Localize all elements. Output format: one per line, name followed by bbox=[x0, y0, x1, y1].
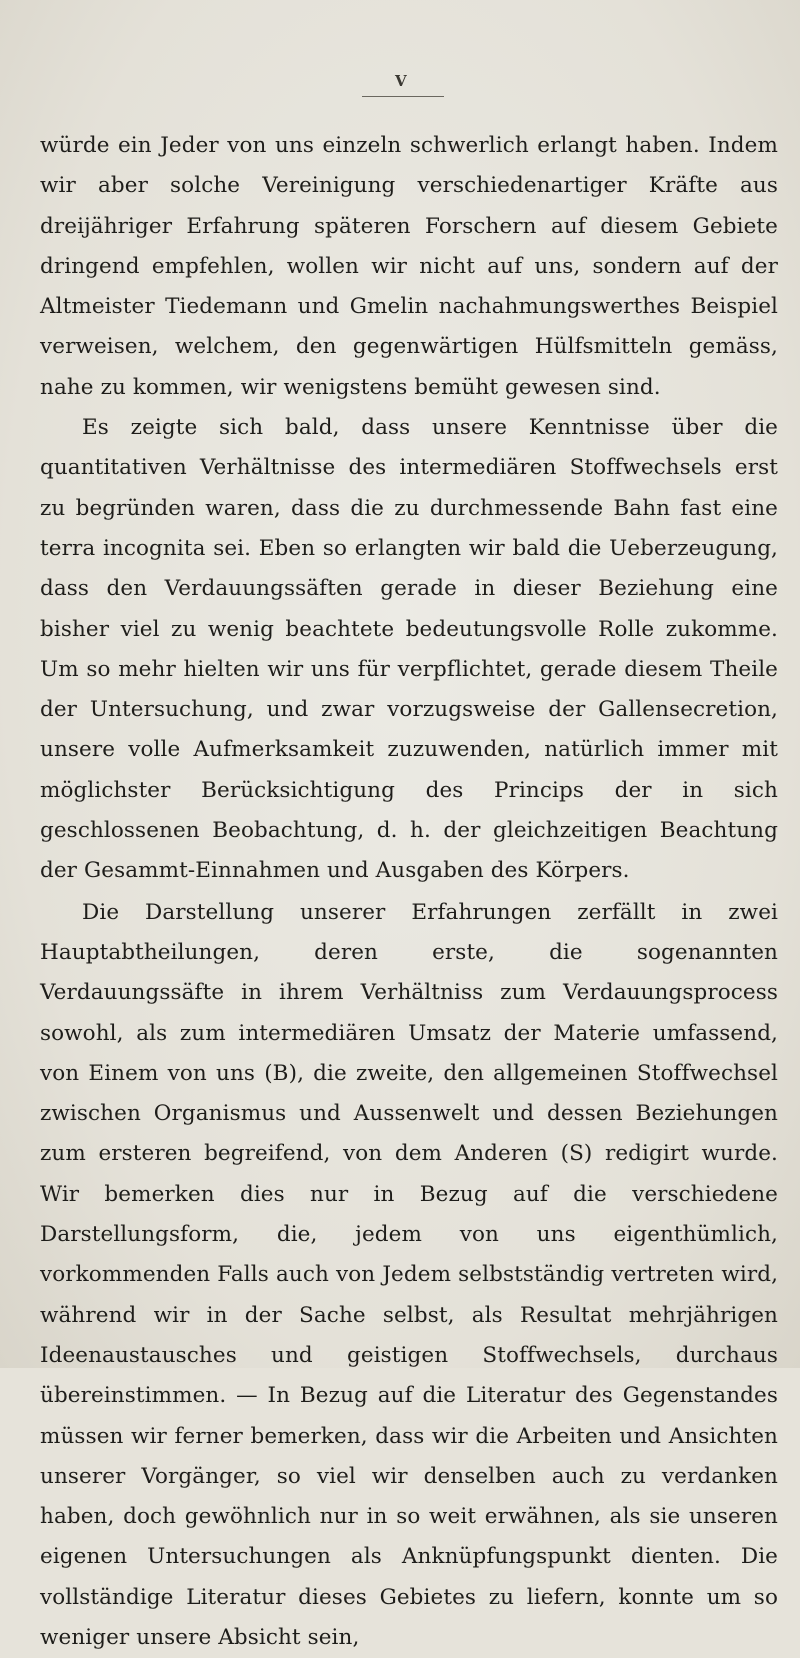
header-rule bbox=[362, 96, 444, 97]
page-signature: V bbox=[395, 72, 407, 90]
paragraph-2: Es zeigte sich bald, dass unsere Kenntnisse über die quantitativen Verhältnisse des intermediären Stoffwechsels erst zu begründen waren, dass die zu durchmessende Bahn fast eine terra incognita sei. Eben so erlangten wir bald die Ueberzeugung, dass den Verdauungssäften gerade in dieser Beziehung eine bisher viel zu wenig beachtete bedeutungsvolle Rolle zukomme. Um so mehr hielten wir uns für verpflichtet, gerade diesem Theile der Untersuchung, und zwar vorzugsweise der Gallensecretion, unsere volle Aufmerksamkeit zuzuwenden, natürlich immer mit möglichster Berücksichtigung des Princips der in sich geschlossenen Beobachtung, d. h. der gleichzeitigen Beachtung der Gesammt-Einnahmen und Ausgaben des Körpers. bbox=[40, 415, 778, 884]
body-text bbox=[40, 126, 778, 1658]
paragraph-1: würde ein Jeder von uns einzeln schwerlich erlangt haben. Indem wir aber solche Vereinigung verschiedenartiger Kräfte aus dreijähriger Erfahrung späteren Forschern auf diesem Gebiete dringend empfehlen, wollen wir nicht auf uns, sondern auf der Altmeister Tiedemann und Gmelin nachahmungswerthes Beispiel verweisen, welchem, den gegenwärtigen Hülfsmitteln gemäss, nahe zu kommen, wir wenigstens bemüht gewesen sind. bbox=[40, 133, 778, 400]
paragraph-3: Die Darstellung unserer Erfahrungen zerfällt in zwei Hauptabtheilungen, deren erste, die sogenannten Verdauungssäfte in ihrem Verhältniss zum Verdauungsprocess sowohl, als zum intermediären Umsatz der Materie umfassend, von Einem von uns (B), die zweite, den allgemeinen Stoffwechsel zwischen Organismus und Aussenwelt und dessen Beziehungen zum ersteren begreifend, von dem Anderen (S) redigirt wurde. Wir bemerken dies nur in Bezug auf die verschiedene Darstellungsform, die, jedem von uns eigenthümlich, vorkommenden Falls auch von Jedem selbstständig vertreten wird, während wir in der Sache selbst, als Resultat mehrjährigen Ideenaustausches und geistigen Stoffwechsels, durchaus übereinstimmen. — In Bezug auf die Literatur des Gegenstandes müssen wir ferner bemerken, dass wir die Arbeiten und Ansichten unserer Vorgänger, so viel wir denselben auch zu verdanken haben, doch gewöhnlich nur in so weit erwähnen, als sie unseren eigenen Untersuchungen als Anknüpfungspunkt dienten. Die vollständige Literatur dieses Gebietes zu liefern, konnte um so weniger unsere Absicht sein, bbox=[40, 899, 778, 1650]
